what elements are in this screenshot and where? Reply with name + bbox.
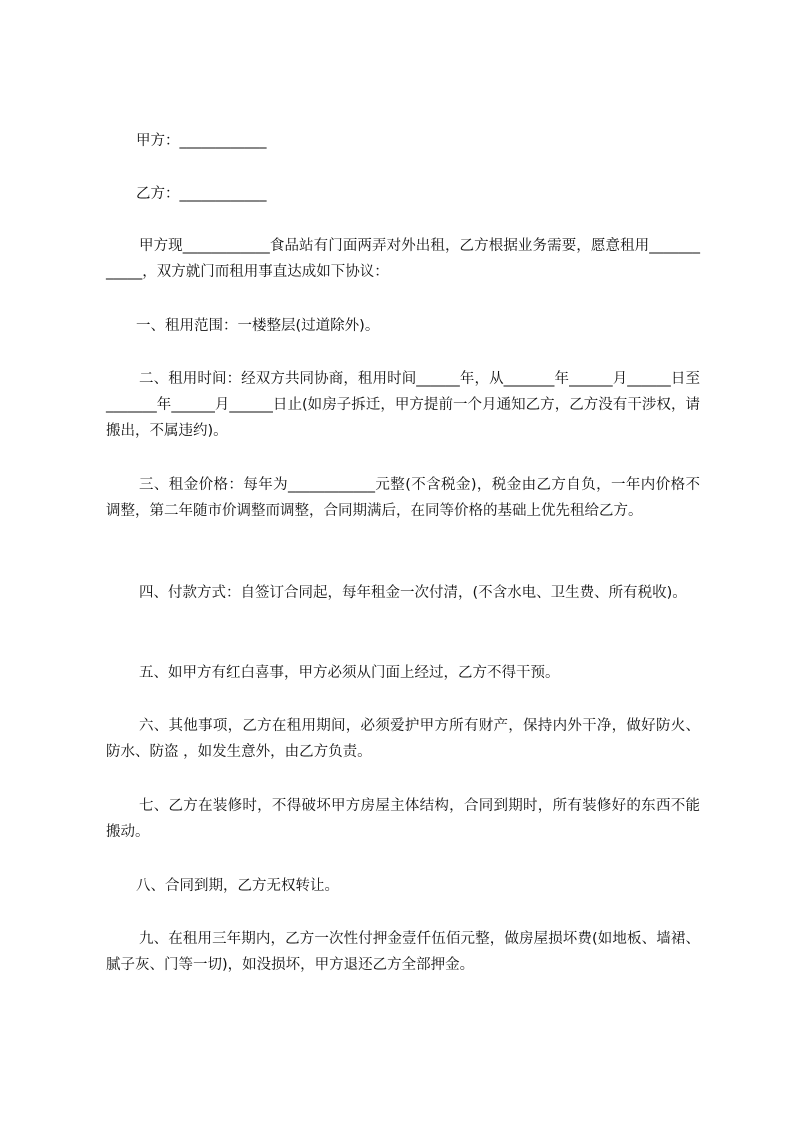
party-a-line: 甲方：____________ (136, 133, 267, 149)
clause-7: 七、乙方在装修时，不得破坏甲方房屋主体结构，合同到期时，所有装修好的东西不能搬动。 (106, 798, 700, 840)
clause-5: 五、如甲方有红白喜事，甲方必须从门面上经过，乙方不得干预。 (139, 665, 560, 681)
clause-4: 四、付款方式：自签订合同起，每年租金一次付清，(不含水电、卫生费、所有税收)。 (139, 585, 687, 601)
clause-9: 九、在租用三年期内，乙方一次性付押金壹仟伍佰元整，做房屋损坏费(如地板、墙裙、腻子灰、门等一切)，如没损坏，甲方退还乙方全部押金。 (106, 931, 700, 973)
clause-2: 二、租用时间：经双方共同协商，租用时间______年，从_______年______月______日至_______年______月______日止(如房子拆迁，甲方提前一个月通知乙方，乙方没有干涉权，请搬出，不属违约)。 (106, 371, 700, 439)
clause-6: 六、其他事项，乙方在租用期间，必须爱护甲方所有财产，保持内外干净，做好防火、防水、防盗 ，如发生意外，由乙方负责。 (106, 718, 700, 760)
intro-paragraph: 甲方现____________食品站有门面两弄对外出租，乙方根据业务需要，愿意租用____________，双方就门而租用事直达成如下协议： (106, 238, 700, 280)
clause-3: 三、租金价格：每年为____________元整(不含税金)，税金由乙方自负，一年内价格不调整，第二年随市价调整而调整，合同期满后，在同等价格的基础上优先租给乙方。 (106, 477, 700, 519)
clause-1: 一、租用范围：一楼整层(过道除外)。 (136, 318, 380, 334)
party-b-line: 乙方：____________ (136, 186, 267, 202)
clause-8: 八、合同到期，乙方无权转让。 (136, 878, 339, 894)
